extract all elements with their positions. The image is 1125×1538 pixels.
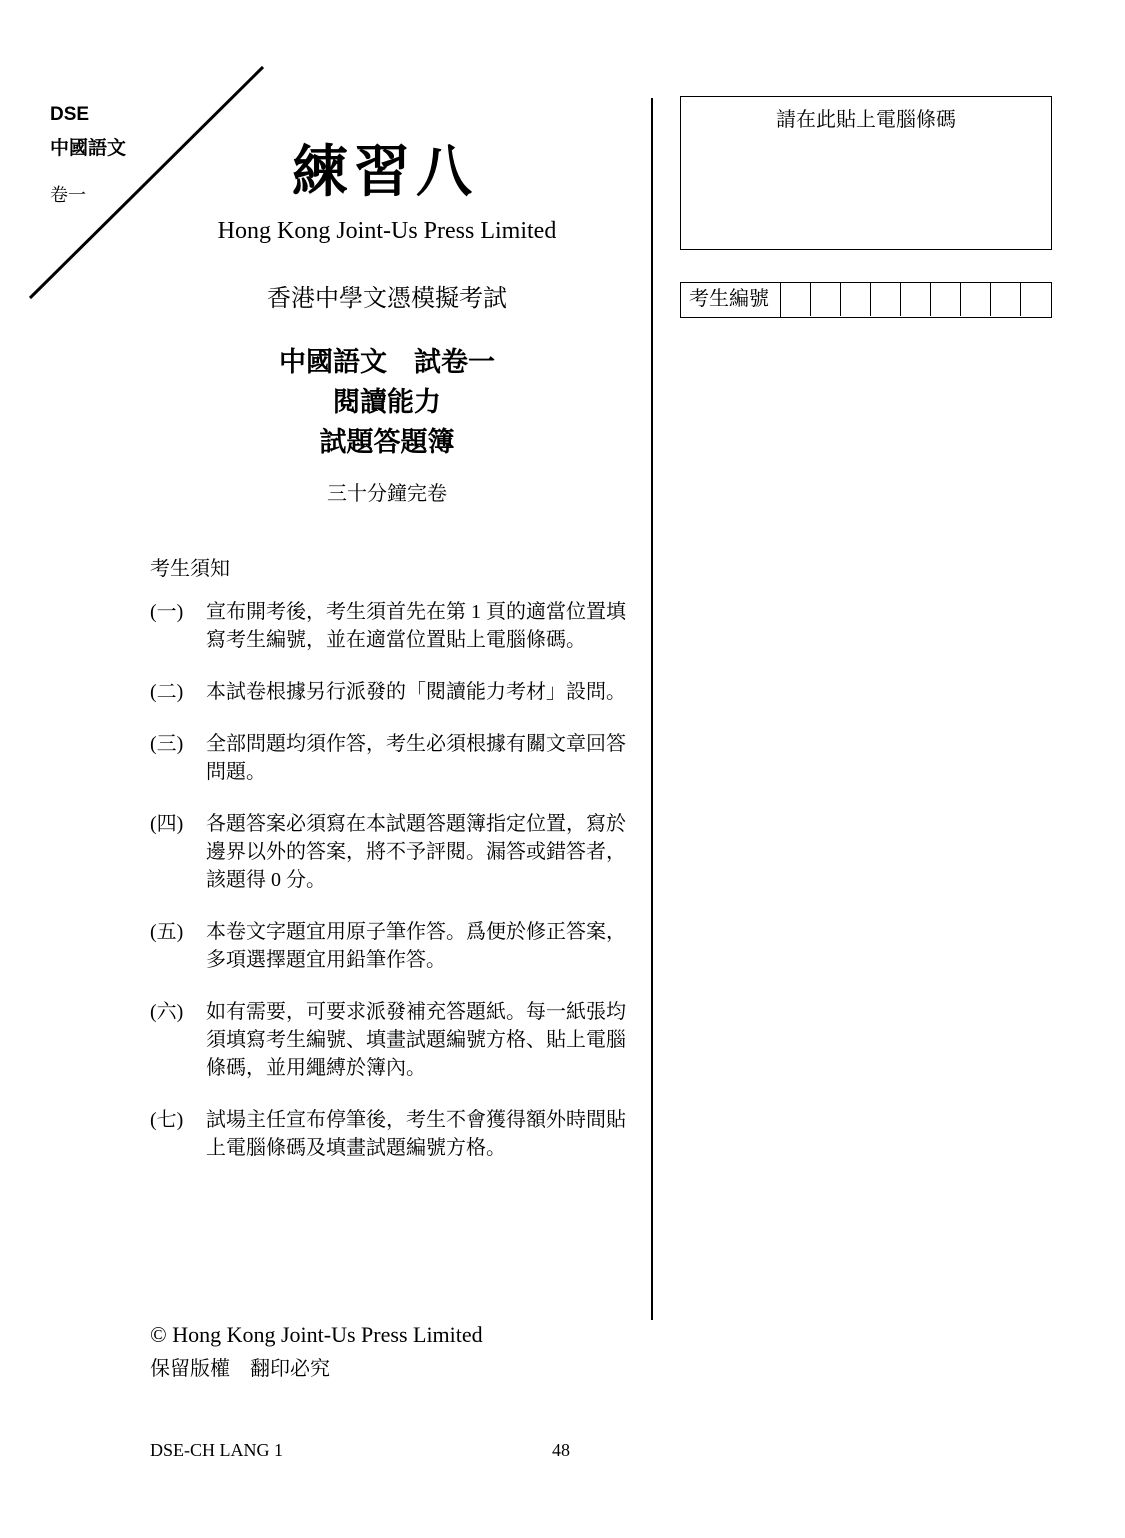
instruction-item xyxy=(150,1106,630,1162)
duration-note: 三十分鐘完卷 xyxy=(327,483,447,505)
publisher-name: Hong Kong Joint-Us Press Limited xyxy=(217,218,557,244)
instruction-item xyxy=(150,998,630,1082)
instruction-number: (五) xyxy=(150,921,184,943)
corner-paper-label: 卷一 xyxy=(50,185,86,205)
instruction-text: 試場主任宣布停筆後，考生不會獲得額外時間貼上電腦條碼及填畫試題編號方格。 xyxy=(206,1109,626,1159)
instruction-number: (六) xyxy=(150,1001,184,1023)
instruction-text: 宣布開考後，考生須首先在第 1 頁的適當位置填寫考生編號，並在適當位置貼上電腦條碼。 xyxy=(206,601,626,651)
instruction-item xyxy=(150,598,630,654)
copyright-notice: © Hong Kong Joint-Us Press Limited xyxy=(150,1322,483,1347)
candidate-digit-box[interactable] xyxy=(961,283,991,316)
instruction-number: (七) xyxy=(150,1109,184,1131)
instruction-text: 本試卷根據另行派發的「閱讀能力考材」設問。 xyxy=(206,681,626,703)
candidate-number-label: 考生編號 xyxy=(681,283,781,317)
instruction-item xyxy=(150,730,630,786)
page-divider xyxy=(651,98,653,1320)
instructions-heading: 考生須知 xyxy=(150,558,230,580)
instruction-number: (四) xyxy=(150,813,184,835)
barcode-area[interactable] xyxy=(680,96,1052,250)
instruction-text: 全部問題均須作答，考生必須根據有關文章回答問題。 xyxy=(206,733,626,783)
candidate-digit-box[interactable] xyxy=(1021,283,1051,316)
page-number: 48 xyxy=(552,1440,570,1460)
barcode-label: 請在此貼上電腦條碼 xyxy=(776,109,956,131)
instruction-number: (二) xyxy=(150,681,184,703)
instruction-item xyxy=(150,678,630,706)
instruction-text: 本卷文字題宜用原子筆作答。爲便於修正答案，多項選擇題宜用鉛筆作答。 xyxy=(206,921,626,971)
exercise-title: 練習八 xyxy=(292,139,478,205)
corner-subject-label: 中國語文 xyxy=(50,138,127,159)
instruction-item xyxy=(150,918,630,974)
candidate-digit-box[interactable] xyxy=(901,283,931,316)
reading-ability-heading: 閱讀能力 xyxy=(333,387,441,417)
candidate-digit-box[interactable] xyxy=(931,283,961,316)
subject-paper-heading: 中國語文 試卷一 xyxy=(279,347,495,377)
candidate-number-field xyxy=(680,282,1052,318)
instruction-item xyxy=(150,810,630,894)
rights-notice: 保留版權 翻印必究 xyxy=(150,1358,330,1380)
instruction-number: (一) xyxy=(150,601,184,623)
candidate-digit-box[interactable] xyxy=(811,283,841,316)
exam-name: 香港中學文憑模擬考試 xyxy=(267,286,507,312)
instructions-list xyxy=(150,598,630,1186)
corner-exam-label: DSE xyxy=(50,104,90,125)
candidate-digit-boxes xyxy=(781,283,1051,317)
instruction-number: (三) xyxy=(150,733,184,755)
paper-code: DSE-CH LANG 1 xyxy=(150,1440,283,1460)
candidate-digit-box[interactable] xyxy=(991,283,1021,316)
candidate-digit-box[interactable] xyxy=(781,283,811,316)
instruction-text: 各題答案必須寫在本試題答題簿指定位置，寫於邊界以外的答案，將不予評閱。漏答或錯答者，該題得 0 分。 xyxy=(206,813,626,891)
candidate-digit-box[interactable] xyxy=(871,283,901,316)
candidate-digit-box[interactable] xyxy=(841,283,871,316)
booklet-heading: 試題答題簿 xyxy=(319,427,455,457)
instruction-text: 如有需要，可要求派發補充答題紙。每一紙張均須填寫考生編號、填畫試題編號方格、貼上電腦條碼，並用繩縛於簿內。 xyxy=(206,1001,626,1079)
